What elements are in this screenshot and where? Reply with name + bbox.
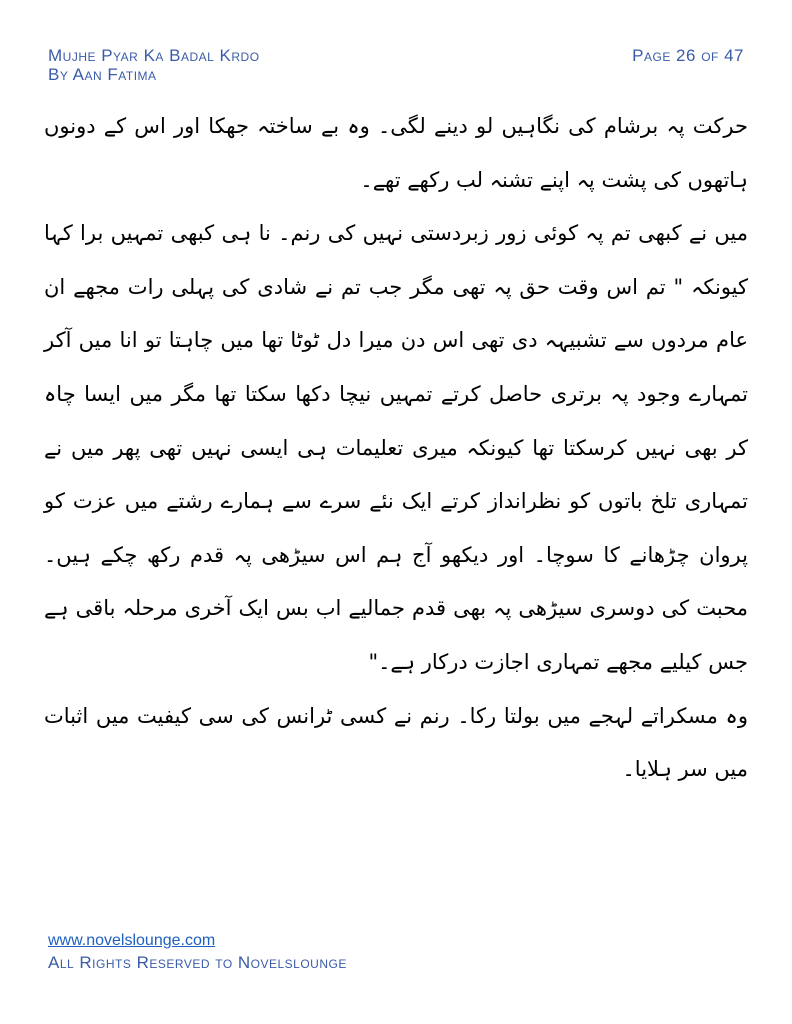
website-link[interactable]: www.novelslounge.com [48,932,216,949]
page-footer [48,930,347,974]
page-number: Page 26 of 47 [632,46,744,65]
paragraph-3: وہ مسکراتے لہجے میں بولتا رکا۔ رنم نے کسی ٹرانس کی سی کیفیت میں اثبات میں سر ہلایا۔ [44,703,748,782]
novel-author: By Aan Fatima [48,65,157,84]
page-header [48,46,744,90]
paragraph-2: میں نے کبھی تم پہ کوئی زور زبردستی نہیں کی رنم۔ نا ہی کبھی تمہیں برا کہا کیونکہ " تم اس وقت حق پہ تھی مگر جب تم نے شادی کی پہلی رات مجھے ان عام مردوں سے تشبیہہ دی تھی اس دن میرا دل ٹوٹا تھا میں چاہتا تو انا میں آکر تمہارے وجود پہ برتری حاصل کرتے تمہیں نیچا دکھا سکتا تھا مگر میں ایسا چاہ کر بھی نہیں کرسکتا تھا کیونکہ میری تعلیمات ہی ایسی نہیں تھی پھر میں نے تمہاری تلخ باتوں کو نظرانداز کرتے ایک نئے سرے سے ہمارے رشتے میں عزت کو پروان چڑھانے کا سوچا۔ اور دیکھو آج ہم اس سیڑھی پہ قدم رکھ چکے ہیں۔ محبت کی دوسری سیڑھی پہ بھی قدم جمالیے اب بس ایک آخری مرحلہ باقی ہے جس کیلیے مجھے تمہاری اجازت درکار ہے۔" [44,221,748,674]
story-body [44,100,748,797]
paragraph-1: حرکت پہ برشام کی نگاہیں لو دینے لگی۔ وہ بے ساختہ جھکا اور اس کے دونوں ہاتھوں کی پشت پہ اپنے تشنہ لب رکھے تھے۔ [44,114,748,192]
rights-notice: All Rights Reserved to Novelslounge [48,953,347,972]
novel-title: Mujhe Pyar Ka Badal Krdo [48,46,260,65]
header-left [48,46,260,84]
